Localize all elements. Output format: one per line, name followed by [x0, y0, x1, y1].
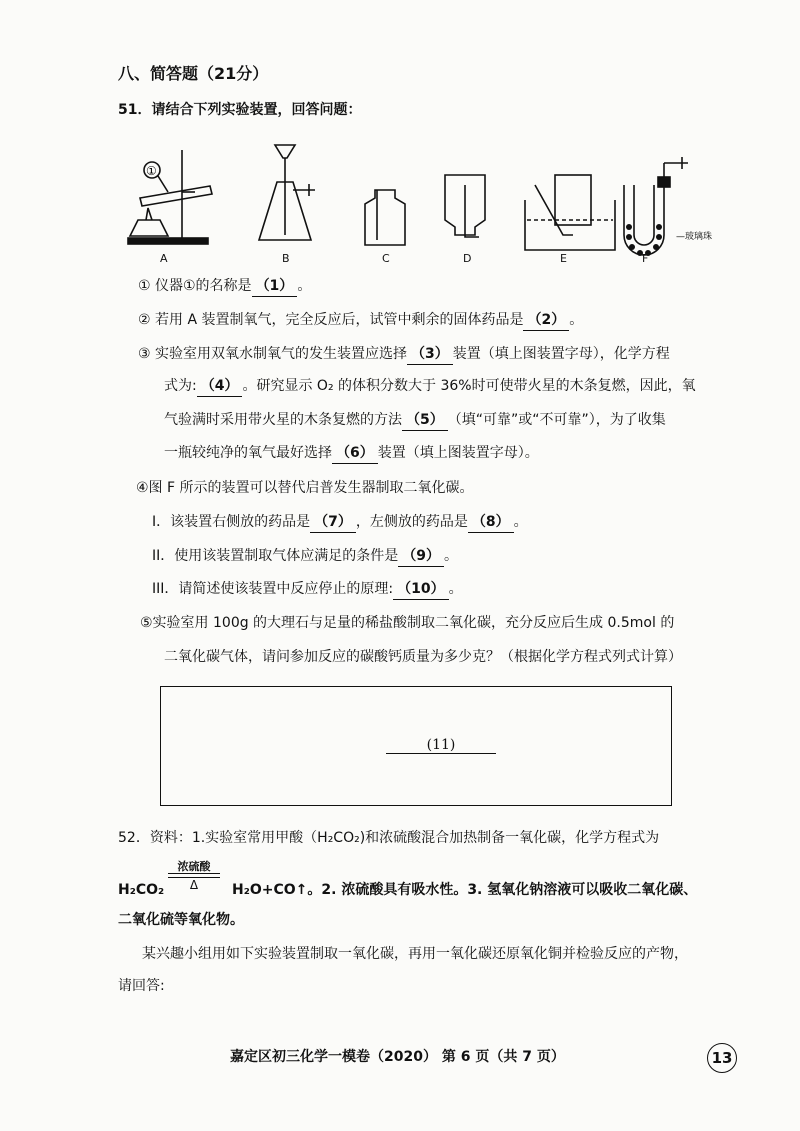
q51-line-10: III．请简述使该装置中反应停止的原理: （10） 。: [152, 579, 463, 600]
q51-line-5: 气验满时采用带火星的木条复燃的方法 （5） （填“可靠”或“不可靠”），为了收集: [164, 410, 666, 431]
q51-line-6: 一瓶较纯净的氧气最好选择 （6） 装置（填上图装置字母）。: [164, 443, 539, 464]
apparatus-c-icon: [365, 190, 405, 245]
apparatus-figure: [120, 140, 720, 265]
condition-bottom: Δ: [189, 878, 199, 892]
page-number-badge: 13: [707, 1043, 737, 1073]
reaction-condition: [168, 858, 220, 892]
section-title: 八、简答题（21分）: [118, 64, 269, 83]
label-d: D: [463, 252, 472, 265]
q51-line-12: 二氧化碳气体，请问参加反应的碳酸钙质量为多少克？（根据化学方程式列式计算）: [164, 649, 682, 665]
answer-blank-10[interactable]: （10）: [393, 579, 448, 600]
equation-left: H₂CO₂: [118, 882, 165, 898]
q51-line-9: II．使用该装置制取气体应满足的条件是 （9） 。: [152, 546, 458, 567]
answer-blank-3[interactable]: （3）: [407, 344, 453, 365]
q52-line-1: 52．资料：1.实验室常用甲酸（H₂CO₂)和浓硫酸混合加热制备一氧化碳，化学方程式为: [118, 830, 660, 846]
apparatus-b-icon: [259, 145, 315, 240]
q52-line-5: 请回答:: [118, 978, 165, 994]
marker-1: ①: [146, 164, 157, 178]
apparatus-e-icon: [525, 175, 615, 250]
calculation-answer-box[interactable]: [160, 686, 672, 806]
answer-blank-7[interactable]: （7）: [310, 512, 356, 533]
q51-line-11: ⑤实验室用 100g 的大理石与足量的稀盐酸制取二氧化碳，充分反应后生成 0.5mol 的: [140, 615, 675, 631]
q52-line-3: 二氧化硫等氧化物。: [118, 912, 244, 928]
answer-blank-2[interactable]: （2）: [523, 310, 569, 331]
q51-line-8: I．该装置右侧放的药品是 （7） ，左侧放的药品是 （8） 。: [152, 512, 528, 533]
answer-blank-5[interactable]: （5）: [402, 410, 448, 431]
answer-blank-1[interactable]: （1）: [252, 276, 298, 297]
answer-blank-11: (11): [386, 737, 496, 754]
apparatus-d-icon: [445, 175, 485, 237]
q52-line-4: 某兴趣小组用如下实验装置制取一氧化碳，再用一氧化碳还原氧化铜并检验反应的产物，: [142, 946, 688, 962]
condition-top: 浓硫酸: [177, 860, 211, 873]
q51-line-3: ③ 实验室用双氧水制氧气的发生装置应选择 （3） 装置（填上图装置字母），化学方程: [138, 344, 670, 365]
answer-blank-8[interactable]: （8）: [468, 512, 514, 533]
glass-bead-label: —玻璃珠: [676, 232, 713, 242]
q51-line-4: 式为: （4） 。研究显示 O₂ 的体积分数大于 36%时可使带火星的木条复燃，因此，氧: [164, 376, 696, 397]
question-51-stem: 51．请结合下列实验装置，回答问题：: [118, 102, 362, 118]
answer-blank-9[interactable]: （9）: [398, 546, 444, 567]
apparatus-a-icon: [128, 150, 212, 244]
label-f: F: [642, 252, 649, 265]
q51-line-7: ④图 F 所示的装置可以替代启普发生器制取二氧化碳。: [136, 480, 474, 496]
label-b: B: [282, 252, 290, 265]
page-footer: 嘉定区初三化学一模卷（2020） 第 6 页（共 7 页）: [230, 1049, 565, 1065]
answer-blank-6[interactable]: （6）: [332, 443, 378, 464]
q51-line-1: ① 仪器①的名称是 （1） 。: [138, 276, 311, 297]
answer-blank-4[interactable]: （4）: [197, 376, 243, 397]
q51-line-2: ② 若用 A 装置制氧气，完全反应后，试管中剩余的固体药品是 （2） 。: [138, 310, 583, 331]
label-a: A: [160, 252, 168, 265]
label-e: E: [560, 252, 567, 265]
equation-right: H₂O+CO↑。2. 浓硫酸具有吸水性。3. 氢氧化钠溶液可以吸收二氧化碳、: [232, 882, 698, 898]
label-c: C: [382, 252, 390, 265]
